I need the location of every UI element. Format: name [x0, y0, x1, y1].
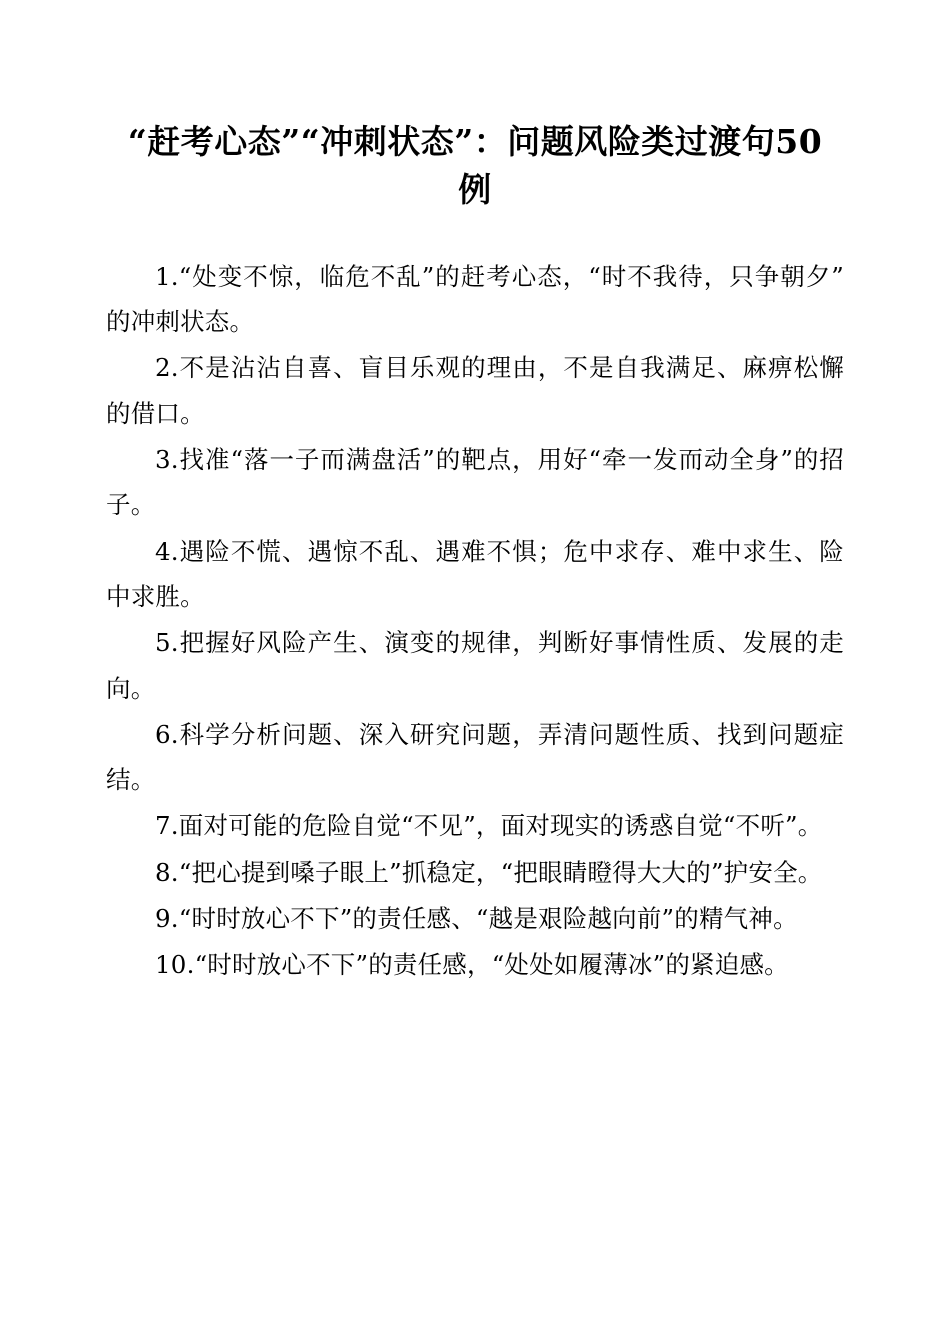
paragraph-7: 7.面对可能的危险自觉“不见”，面对现实的诱惑自觉“不听”。: [155, 811, 823, 841]
paragraph-4: 4.遇险不慌、遇惊不乱、遇难不惧；危中求存、难中求生、险中求胜。: [106, 536, 844, 611]
paragraph-2: 2.不是沾沾自喜、盲目乐观的理由，不是自我满足、麻痹松懈的借口。: [106, 353, 844, 428]
paragraph-9: 9.“时时放心不下”的责任感、“越是艰险越向前”的精气神。: [155, 904, 798, 934]
document-body: [106, 254, 844, 988]
paragraph-3: 3.找准“落一子而满盘活”的靶点，用好“牵一发而动全身”的招子。: [106, 444, 844, 520]
paragraph-8: 8.“把心提到嗓子眼上”抓稳定，“把眼睛瞪得大大的”护安全。: [155, 857, 823, 887]
paragraph-1: 1.“处变不惊，临危不乱”的赶考心态，“时不我待，只争朝夕”的冲刺状态。: [106, 261, 844, 336]
page-title: “赶考心态”“冲刺状态”：问题风险类过渡句50例: [127, 122, 823, 209]
paragraph-6: 6.科学分析问题、深入研究问题，弄清问题性质、找到问题症结。: [106, 719, 844, 795]
paragraph-5: 5.把握好风险产生、演变的规律，判断好事情性质、发展的走向。: [106, 628, 844, 703]
paragraph-10: 10.“时时放心不下”的责任感，“处处如履薄冰”的紧迫感。: [155, 950, 789, 980]
